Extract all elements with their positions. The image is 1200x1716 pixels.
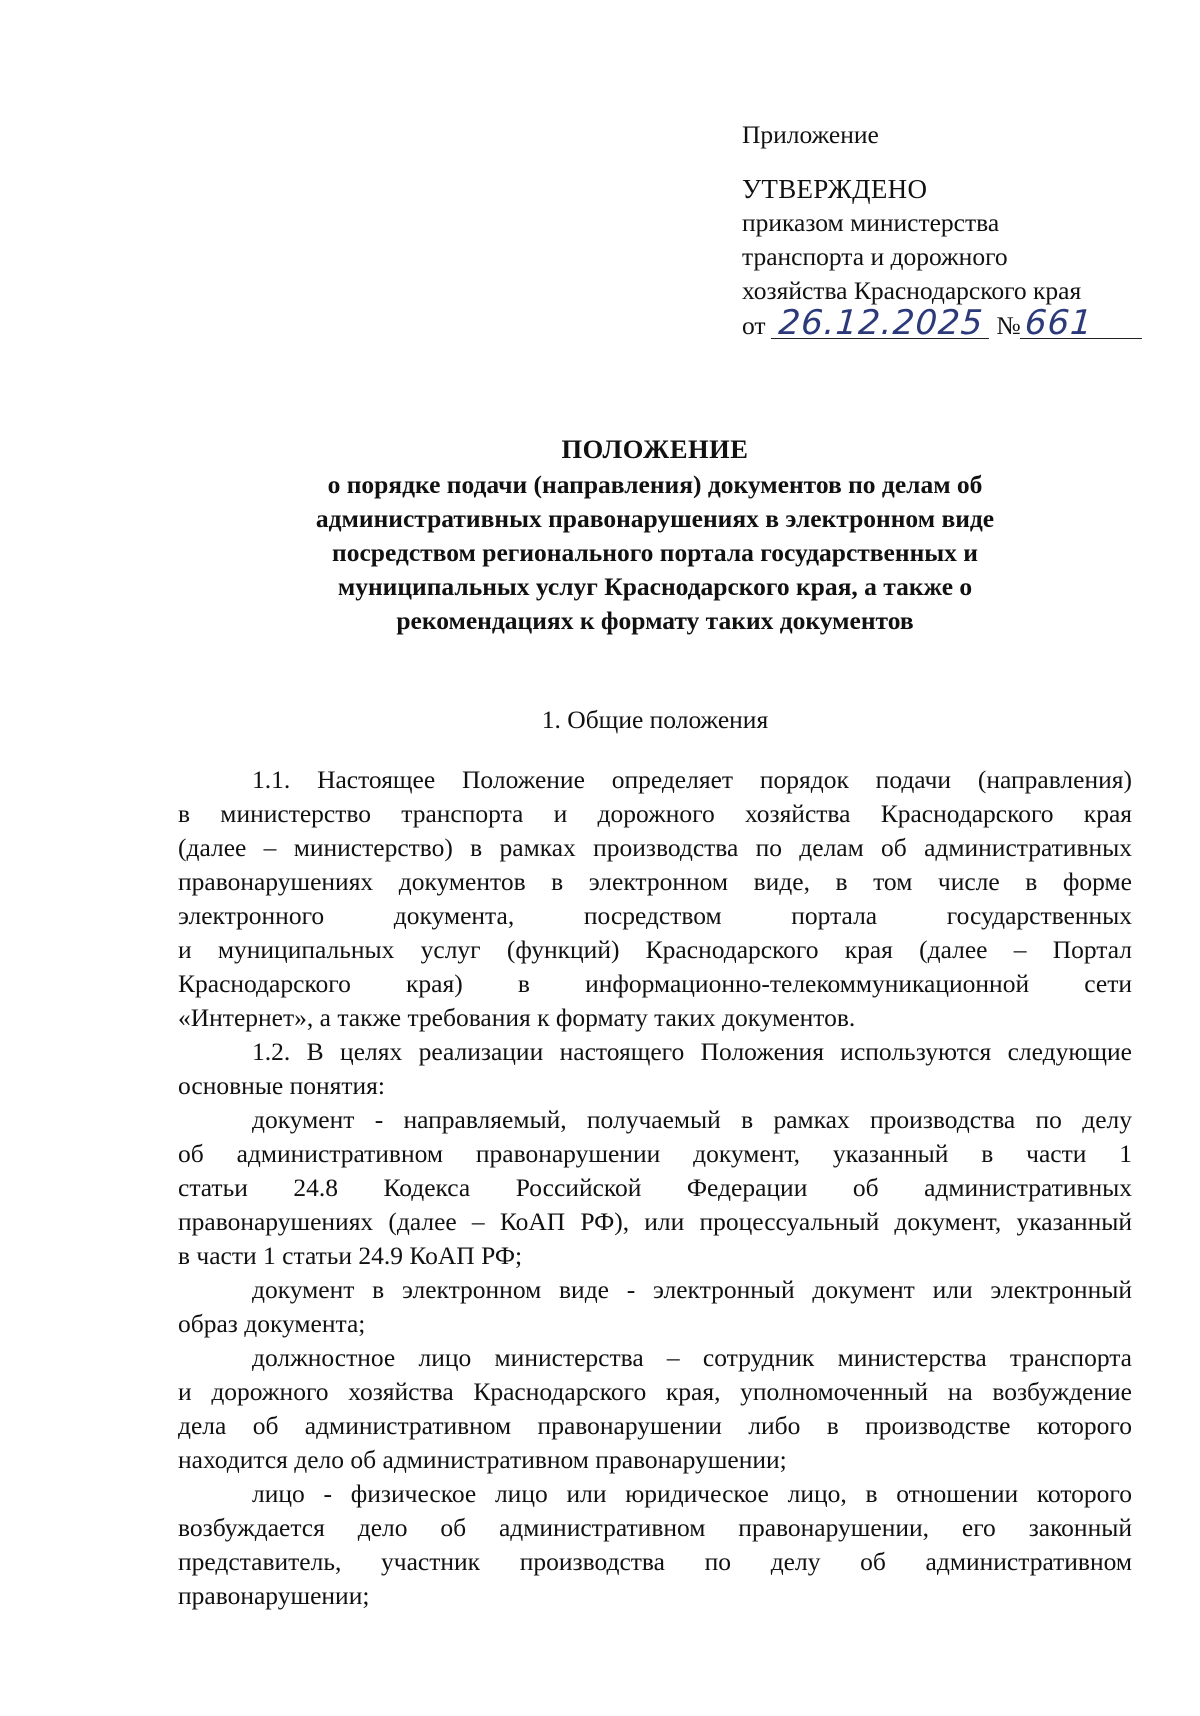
body-line: электронного документа, посредством портала государственных xyxy=(178,901,1132,930)
body-line: 1.2. В целях реализации настоящего Положения используются следующие xyxy=(252,1037,1132,1066)
body-line: образ документа; xyxy=(178,1309,366,1338)
title-line: о порядке подачи (направления) документов по делам об xyxy=(327,470,983,499)
body-line: представитель, участник производства по делу об административном xyxy=(178,1547,1132,1576)
document-title xyxy=(180,432,1130,638)
body-line: лицо - физическое лицо или юридическое лицо, в отношении которого xyxy=(252,1479,1132,1508)
body-line: «Интернет», а также требования к формату таких документов. xyxy=(178,1003,856,1032)
body-line: правонарушениях (далее – КоАП РФ), или процессуальный документ, указанный xyxy=(178,1207,1132,1236)
title-line: посредством регионального портала государственных и xyxy=(332,538,978,567)
date-prefix: от xyxy=(742,311,766,340)
body-line: в министерство транспорта и дорожного хозяйства Краснодарского края xyxy=(178,799,1132,828)
annex-label: Приложение xyxy=(742,120,879,149)
approval-line: приказом министерства xyxy=(742,208,1000,237)
document-body xyxy=(178,763,1132,1613)
body-line: документ - направляемый, получаемый в рамках производства по делу xyxy=(252,1105,1132,1134)
section-heading: 1. Общие положения xyxy=(541,705,769,734)
order-date-number-line xyxy=(742,303,1142,346)
title-heading: ПОЛОЖЕНИЕ xyxy=(561,434,749,464)
title-line: муниципальных услуг Краснодарского края, а также о xyxy=(337,572,973,601)
body-line: документ в электронном виде - электронный документ или электронный xyxy=(252,1275,1132,1304)
body-line: находится дело об административном правонарушении; xyxy=(178,1445,787,1474)
body-line: об административном правонарушении документ, указанный в части 1 xyxy=(178,1139,1132,1168)
body-line: правонарушении; xyxy=(178,1581,370,1610)
title-line: рекомендациях к формату таких документов xyxy=(396,606,914,635)
handwritten-number: 661 xyxy=(1020,308,1144,339)
body-line: возбуждается дело об административном правонарушении, его законный xyxy=(178,1513,1132,1542)
number-sign: № xyxy=(996,311,1021,340)
handwritten-date: 26.12.2025 xyxy=(771,308,991,339)
approval-block xyxy=(742,118,1142,346)
body-line: статьи 24.8 Кодекса Российской Федерации об административных xyxy=(178,1173,1132,1202)
body-line: Краснодарского края) в информационно-телекоммуникационной сети xyxy=(178,969,1132,998)
body-line: и дорожного хозяйства Краснодарского края, уполномоченный на возбуждение xyxy=(178,1377,1132,1406)
body-line: и муниципальных услуг (функций) Краснодарского края (далее – Портал xyxy=(178,935,1132,964)
body-line: должностное лицо министерства – сотрудник министерства транспорта xyxy=(252,1343,1132,1372)
approval-line: транспорта и дорожного xyxy=(742,242,1008,271)
body-line: дела об административном правонарушении либо в производстве которого xyxy=(178,1411,1132,1440)
body-line: правонарушениях документов в электронном виде, в том числе в форме xyxy=(178,867,1132,896)
body-line: основные понятия: xyxy=(178,1071,385,1100)
approved-label: УТВЕРЖДЕНО xyxy=(742,174,928,204)
body-line: в части 1 статьи 24.9 КоАП РФ; xyxy=(178,1241,523,1270)
title-line: административных правонарушениях в электронном виде xyxy=(315,504,995,533)
approval-line: хозяйства Краснодарского края xyxy=(742,276,1082,305)
body-line: (далее – министерство) в рамках производства по делам об административных xyxy=(178,833,1132,862)
body-line: 1.1. Настоящее Положение определяет порядок подачи (направления) xyxy=(252,765,1132,794)
